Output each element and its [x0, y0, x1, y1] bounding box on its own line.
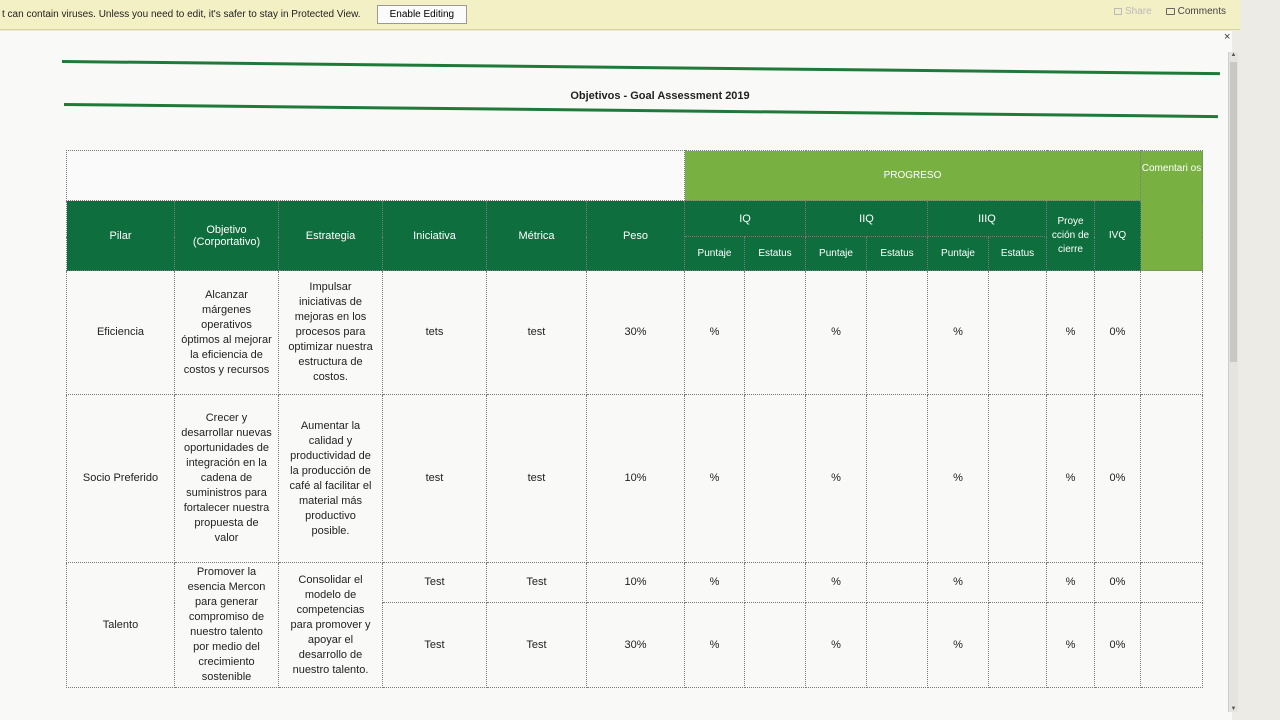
q2-puntaje-cell[interactable]: %: [806, 603, 867, 688]
iniciativa-cell[interactable]: Test: [383, 563, 487, 603]
share-icon: [1114, 8, 1122, 15]
estrategia-cell[interactable]: Aumentar la calidad y productividad de la producción de café al facilitar el material más productivo posible.: [279, 395, 383, 563]
estrategia-header: Estrategia: [279, 201, 383, 271]
progreso-header: PROGRESO: [685, 151, 1141, 201]
peso-cell[interactable]: 30%: [587, 603, 685, 688]
metrica-cell[interactable]: test: [487, 395, 587, 563]
q3-puntaje-cell[interactable]: %: [928, 271, 989, 395]
pilar-cell[interactable]: Eficiencia: [67, 271, 175, 395]
q3-estatus-header: Estatus: [989, 237, 1047, 271]
metrica-cell[interactable]: Test: [487, 563, 587, 603]
goal-assessment-table: [66, 150, 1203, 688]
q2-puntaje-cell[interactable]: %: [806, 271, 867, 395]
q1-estatus-cell[interactable]: [745, 603, 806, 688]
q4-header: IVQ: [1095, 201, 1141, 271]
estrategia-cell[interactable]: Consolidar el modelo de competencias para promover y apoyar el desarrollo de nuestro talento.: [279, 563, 383, 688]
q3-estatus-cell[interactable]: [989, 563, 1047, 603]
q1-estatus-cell[interactable]: [745, 271, 806, 395]
q2-estatus-header: Estatus: [867, 237, 928, 271]
metrica-cell[interactable]: Test: [487, 603, 587, 688]
comentarios-cell[interactable]: [1141, 563, 1203, 603]
document-title: Objetivos - Goal Assessment 2019: [570, 90, 750, 102]
q4-cell[interactable]: 0%: [1095, 603, 1141, 688]
protected-view-message: t can contain viruses. Unless you need to edit, it's safer to stay in Protected View.: [2, 9, 361, 20]
q2-puntaje-cell[interactable]: %: [806, 563, 867, 603]
q1-puntaje-header: Puntaje: [685, 237, 745, 271]
q2-estatus-cell[interactable]: [867, 395, 928, 563]
close-icon[interactable]: ×: [1224, 31, 1231, 43]
scroll-up-icon[interactable]: ▲: [1230, 52, 1237, 58]
pilar-header: Pilar: [67, 201, 175, 271]
pilar-cell[interactable]: Talento: [67, 563, 175, 688]
iniciativa-cell[interactable]: tets: [383, 271, 487, 395]
comments-label: Comments: [1177, 6, 1226, 17]
q3-estatus-cell[interactable]: [989, 395, 1047, 563]
q3-header: IIIQ: [928, 201, 1047, 237]
peso-cell[interactable]: 30%: [587, 271, 685, 395]
q3-puntaje-cell[interactable]: %: [928, 603, 989, 688]
q4-cell[interactable]: 0%: [1095, 563, 1141, 603]
comentarios-cell[interactable]: [1141, 395, 1203, 563]
q3-puntaje-cell[interactable]: %: [928, 395, 989, 563]
peso-cell[interactable]: 10%: [587, 563, 685, 603]
comment-icon: [1166, 8, 1175, 15]
protected-view-bar: [0, 0, 1240, 30]
q2-puntaje-cell[interactable]: %: [806, 395, 867, 563]
objetivo-cell[interactable]: Crecer y desarrollar nuevas oportunidades de integración en la cadena de suministros para fortalecer nuestra propuesta de valor: [175, 395, 279, 563]
proyeccion-cell[interactable]: %: [1047, 395, 1095, 563]
table-row: [67, 395, 1203, 563]
q2-puntaje-header: Puntaje: [806, 237, 867, 271]
q3-puntaje-header: Puntaje: [928, 237, 989, 271]
q4-cell[interactable]: 0%: [1095, 395, 1141, 563]
q1-puntaje-cell[interactable]: %: [685, 271, 745, 395]
q1-puntaje-cell[interactable]: %: [685, 603, 745, 688]
comentarios-cell[interactable]: [1141, 271, 1203, 395]
vertical-scrollbar[interactable]: [1228, 52, 1238, 712]
metrica-header: Métrica: [487, 201, 587, 271]
q1-estatus-cell[interactable]: [745, 395, 806, 563]
table-row: [67, 271, 1203, 395]
table-row: [67, 563, 1203, 603]
iniciativa-cell[interactable]: test: [383, 395, 487, 563]
proyeccion-header: Proye cción de cierre: [1047, 201, 1095, 271]
scroll-down-icon[interactable]: ▼: [1230, 706, 1237, 712]
q2-estatus-cell[interactable]: [867, 563, 928, 603]
peso-header: Peso: [587, 201, 685, 271]
iniciativa-cell[interactable]: Test: [383, 603, 487, 688]
metrica-cell[interactable]: test: [487, 271, 587, 395]
q2-estatus-cell[interactable]: [867, 603, 928, 688]
q2-estatus-cell[interactable]: [867, 271, 928, 395]
proyeccion-cell[interactable]: %: [1047, 603, 1095, 688]
pilar-cell[interactable]: Socio Preferido: [67, 395, 175, 563]
q2-header: IIQ: [806, 201, 928, 237]
share-label: Share: [1124, 6, 1152, 17]
objetivo-header: Objetivo (Corportativo): [175, 201, 279, 271]
q3-estatus-cell[interactable]: [989, 603, 1047, 688]
q4-cell[interactable]: 0%: [1095, 271, 1141, 395]
share-button[interactable]: [1114, 6, 1152, 17]
header-spacer: [67, 151, 685, 201]
estrategia-cell[interactable]: Impulsar iniciativas de mejoras en los procesos para optimizar nuestra estructura de costos.: [279, 271, 383, 395]
q1-puntaje-cell[interactable]: %: [685, 563, 745, 603]
q3-estatus-cell[interactable]: [989, 271, 1047, 395]
q1-estatus-header: Estatus: [745, 237, 806, 271]
proyeccion-cell[interactable]: %: [1047, 563, 1095, 603]
scroll-thumb[interactable]: [1230, 62, 1237, 362]
iniciativa-header: Iniciativa: [383, 201, 487, 271]
peso-cell[interactable]: 10%: [587, 395, 685, 563]
q3-puntaje-cell[interactable]: %: [928, 563, 989, 603]
enable-editing-button[interactable]: Enable Editing: [377, 5, 468, 24]
q1-puntaje-cell[interactable]: %: [685, 395, 745, 563]
comentarios-cell[interactable]: [1141, 603, 1203, 688]
objetivo-cell[interactable]: Promover la esencia Mercon para generar compromiso de nuestro talento por medio del crecimiento sostenible: [175, 563, 279, 688]
objetivo-cell[interactable]: Alcanzar márgenes operativos óptimos al mejorar la eficiencia de costos y recursos: [175, 271, 279, 395]
comentarios-header: Comentari os: [1141, 151, 1203, 271]
proyeccion-cell[interactable]: %: [1047, 271, 1095, 395]
q1-header: IQ: [685, 201, 806, 237]
comments-button[interactable]: [1166, 6, 1226, 17]
q1-estatus-cell[interactable]: [745, 563, 806, 603]
